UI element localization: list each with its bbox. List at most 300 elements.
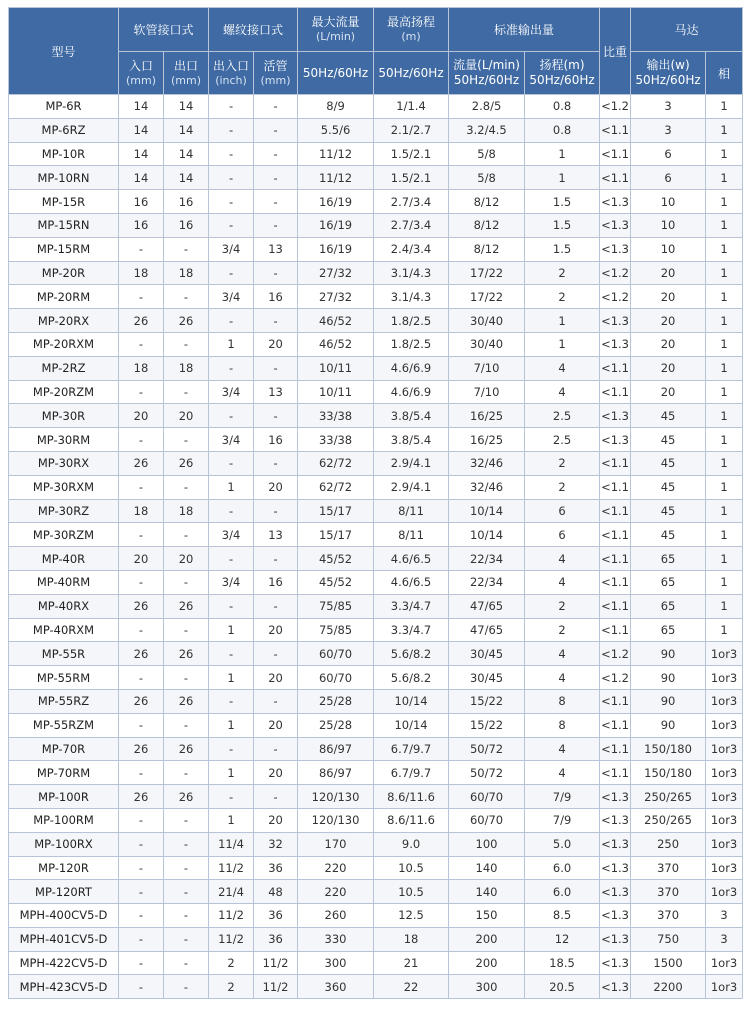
- cell-std-head: 2: [525, 261, 600, 285]
- cell-motor-phase: 3: [706, 927, 743, 951]
- cell-model: MP-15R: [9, 190, 119, 214]
- cell-model: MPH-400CV5-D: [9, 904, 119, 928]
- cell-model: MP-100RM: [9, 808, 119, 832]
- cell-std-flow: 22/34: [449, 547, 525, 571]
- cell-thread-inout: 11/2: [209, 927, 254, 951]
- cell-hose-inlet: -: [119, 380, 164, 404]
- cell-std-head: 4: [525, 737, 600, 761]
- cell-motor-phase: 1or3: [706, 951, 743, 975]
- cell-thread-union: -: [254, 689, 298, 713]
- cell-motor-phase: 1: [706, 332, 743, 356]
- header-model: 型号: [9, 8, 119, 95]
- cell-model: MP-55RZM: [9, 713, 119, 737]
- header-motor: 马达: [631, 8, 743, 52]
- cell-thread-union: -: [254, 309, 298, 333]
- cell-motor-power: 20: [631, 356, 706, 380]
- cell-thread-inout: -: [209, 642, 254, 666]
- cell-std-head: 8.5: [525, 904, 600, 928]
- cell-thread-union: -: [254, 499, 298, 523]
- max-head-label: 最高扬程: [387, 15, 436, 29]
- cell-motor-power: 750: [631, 927, 706, 951]
- cell-std-head: 7/9: [525, 785, 600, 809]
- cell-model: MP-6RZ: [9, 118, 119, 142]
- cell-std-flow: 3.2/4.5: [449, 118, 525, 142]
- cell-model: MP-2RZ: [9, 356, 119, 380]
- cell-hose-inlet: 18: [119, 499, 164, 523]
- cell-hose-inlet: 20: [119, 547, 164, 571]
- header-max-head: [374, 8, 449, 52]
- cell-max-head: 3.1/4.3: [374, 261, 449, 285]
- cell-thread-union: 36: [254, 904, 298, 928]
- thread-inout-label: 出入口: [213, 58, 250, 73]
- table-row: [9, 904, 743, 928]
- cell-hose-inlet: 26: [119, 737, 164, 761]
- cell-std-flow: 50/72: [449, 761, 525, 785]
- cell-hose-inlet: 16: [119, 190, 164, 214]
- cell-model: MP-40RM: [9, 570, 119, 594]
- cell-std-flow: 32/46: [449, 451, 525, 475]
- cell-max-flow: 10/11: [298, 356, 374, 380]
- cell-hose-outlet: 16: [164, 213, 209, 237]
- cell-thread-union: 20: [254, 666, 298, 690]
- cell-model: MP-120R: [9, 856, 119, 880]
- cell-thread-union: 20: [254, 332, 298, 356]
- cell-hose-outlet: 26: [164, 737, 209, 761]
- cell-std-head: 6: [525, 523, 600, 547]
- cell-thread-inout: 1: [209, 761, 254, 785]
- cell-model: MP-30R: [9, 404, 119, 428]
- cell-motor-power: 3: [631, 118, 706, 142]
- cell-hose-outlet: 18: [164, 261, 209, 285]
- cell-hose-inlet: 14: [119, 118, 164, 142]
- cell-specific-gravity: <1.1: [600, 547, 631, 571]
- cell-thread-union: -: [254, 166, 298, 190]
- cell-thread-union: 20: [254, 475, 298, 499]
- cell-max-head: 18: [374, 927, 449, 951]
- cell-std-head: 0.8: [525, 118, 600, 142]
- cell-specific-gravity: <1.1: [600, 356, 631, 380]
- cell-specific-gravity: <1.3: [600, 332, 631, 356]
- cell-std-head: 4: [525, 356, 600, 380]
- cell-hose-outlet: -: [164, 713, 209, 737]
- cell-std-flow: 17/22: [449, 285, 525, 309]
- cell-hose-outlet: -: [164, 832, 209, 856]
- motor-power-label: 输出(w): [646, 58, 690, 72]
- cell-max-flow: 45/52: [298, 570, 374, 594]
- cell-max-head: 2.1/2.7: [374, 118, 449, 142]
- cell-max-head: 3.3/4.7: [374, 594, 449, 618]
- cell-motor-power: 2200: [631, 975, 706, 999]
- cell-motor-phase: 1or3: [706, 761, 743, 785]
- cell-std-flow: 8/12: [449, 213, 525, 237]
- cell-model: MP-10R: [9, 142, 119, 166]
- cell-motor-phase: 1or3: [706, 856, 743, 880]
- cell-std-head: 2.5: [525, 428, 600, 452]
- cell-max-head: 2.9/4.1: [374, 475, 449, 499]
- cell-motor-phase: 1or3: [706, 808, 743, 832]
- cell-model: MP-6R: [9, 95, 119, 119]
- cell-specific-gravity: <1.3: [600, 951, 631, 975]
- cell-hose-inlet: -: [119, 666, 164, 690]
- cell-thread-union: 20: [254, 713, 298, 737]
- cell-specific-gravity: <1.2: [600, 285, 631, 309]
- cell-thread-union: 20: [254, 808, 298, 832]
- cell-motor-power: 65: [631, 547, 706, 571]
- cell-std-head: 8: [525, 689, 600, 713]
- cell-hose-outlet: 26: [164, 309, 209, 333]
- cell-model: MP-15RN: [9, 213, 119, 237]
- table-row: [9, 689, 743, 713]
- cell-motor-power: 150/180: [631, 761, 706, 785]
- max-head-unit: (m): [401, 30, 421, 43]
- cell-std-head: 12: [525, 927, 600, 951]
- cell-motor-power: 20: [631, 309, 706, 333]
- cell-hose-outlet: 14: [164, 118, 209, 142]
- table-row: [9, 499, 743, 523]
- cell-motor-phase: 1or3: [706, 666, 743, 690]
- cell-thread-inout: 2: [209, 951, 254, 975]
- cell-std-head: 1.5: [525, 237, 600, 261]
- cell-hose-outlet: 14: [164, 166, 209, 190]
- pump-spec-table: [8, 7, 743, 999]
- table-row: [9, 166, 743, 190]
- cell-hose-outlet: -: [164, 285, 209, 309]
- cell-motor-power: 250/265: [631, 808, 706, 832]
- cell-max-head: 4.6/6.5: [374, 547, 449, 571]
- cell-hose-outlet: 16: [164, 190, 209, 214]
- cell-motor-phase: 1: [706, 190, 743, 214]
- table-row: [9, 666, 743, 690]
- table-row: [9, 737, 743, 761]
- cell-hose-outlet: 26: [164, 785, 209, 809]
- cell-std-flow: 140: [449, 856, 525, 880]
- cell-thread-union: 20: [254, 761, 298, 785]
- max-flow-label: 最大流量: [311, 15, 360, 29]
- table-row: [9, 523, 743, 547]
- cell-max-flow: 11/12: [298, 142, 374, 166]
- cell-specific-gravity: <1.1: [600, 451, 631, 475]
- cell-std-flow: 30/45: [449, 642, 525, 666]
- cell-hose-inlet: 18: [119, 356, 164, 380]
- cell-std-flow: 60/70: [449, 785, 525, 809]
- cell-hose-outlet: -: [164, 975, 209, 999]
- cell-thread-inout: 1: [209, 713, 254, 737]
- table-row: [9, 975, 743, 999]
- cell-specific-gravity: <1.2: [600, 95, 631, 119]
- cell-hose-outlet: -: [164, 880, 209, 904]
- header-hose-connection: 软管接口式: [119, 8, 209, 52]
- cell-std-head: 4: [525, 380, 600, 404]
- cell-thread-union: -: [254, 213, 298, 237]
- cell-thread-inout: -: [209, 95, 254, 119]
- cell-motor-phase: 1or3: [706, 737, 743, 761]
- cell-thread-inout: -: [209, 118, 254, 142]
- cell-max-flow: 27/32: [298, 261, 374, 285]
- cell-std-head: 1: [525, 309, 600, 333]
- cell-max-head: 10.5: [374, 856, 449, 880]
- table-row: [9, 570, 743, 594]
- cell-hose-inlet: -: [119, 951, 164, 975]
- table-row: [9, 404, 743, 428]
- cell-motor-phase: 1: [706, 261, 743, 285]
- hose-inlet-label: 入口: [128, 58, 153, 73]
- cell-hose-inlet: 14: [119, 95, 164, 119]
- cell-std-head: 1: [525, 166, 600, 190]
- cell-motor-power: 6: [631, 142, 706, 166]
- cell-max-head: 4.6/6.9: [374, 380, 449, 404]
- hose-outlet-unit: (mm): [171, 73, 202, 87]
- cell-motor-power: 65: [631, 618, 706, 642]
- cell-thread-inout: 3/4: [209, 380, 254, 404]
- cell-motor-power: 370: [631, 904, 706, 928]
- cell-model: MP-40RX: [9, 594, 119, 618]
- cell-std-head: 1.5: [525, 190, 600, 214]
- header-max-flow: [298, 8, 374, 52]
- std-head-label: 扬程(m): [539, 58, 585, 72]
- cell-specific-gravity: <1.1: [600, 761, 631, 785]
- cell-motor-phase: 1: [706, 428, 743, 452]
- cell-std-flow: 140: [449, 880, 525, 904]
- cell-motor-phase: 1: [706, 451, 743, 475]
- cell-max-flow: 220: [298, 880, 374, 904]
- cell-max-head: 1.8/2.5: [374, 309, 449, 333]
- cell-hose-inlet: -: [119, 523, 164, 547]
- cell-hose-inlet: -: [119, 713, 164, 737]
- cell-specific-gravity: <1.3: [600, 237, 631, 261]
- cell-model: MP-55R: [9, 642, 119, 666]
- cell-thread-union: 16: [254, 428, 298, 452]
- cell-hose-inlet: -: [119, 808, 164, 832]
- cell-model: MP-20RZM: [9, 380, 119, 404]
- cell-thread-inout: 1: [209, 475, 254, 499]
- cell-max-flow: 360: [298, 975, 374, 999]
- cell-std-flow: 60/70: [449, 808, 525, 832]
- header-max-flow-hz: 50Hz/60Hz: [298, 52, 374, 95]
- cell-motor-power: 10: [631, 190, 706, 214]
- table-row: [9, 380, 743, 404]
- cell-motor-phase: 3: [706, 904, 743, 928]
- cell-motor-power: 150/180: [631, 737, 706, 761]
- cell-thread-union: -: [254, 547, 298, 571]
- std-flow-hz: 50Hz/60Hz: [453, 73, 520, 87]
- cell-hose-inlet: -: [119, 570, 164, 594]
- cell-max-head: 6.7/9.7: [374, 737, 449, 761]
- cell-max-head: 4.6/6.5: [374, 570, 449, 594]
- cell-hose-outlet: 18: [164, 356, 209, 380]
- cell-model: MP-30RM: [9, 428, 119, 452]
- cell-model: MP-40R: [9, 547, 119, 571]
- cell-thread-union: -: [254, 356, 298, 380]
- cell-std-flow: 47/65: [449, 618, 525, 642]
- cell-model: MP-20RXM: [9, 332, 119, 356]
- cell-specific-gravity: <1.3: [600, 785, 631, 809]
- cell-model: MP-70R: [9, 737, 119, 761]
- cell-thread-union: -: [254, 142, 298, 166]
- cell-motor-power: 250/265: [631, 785, 706, 809]
- std-flow-label: 流量(L/min): [453, 58, 520, 72]
- cell-motor-phase: 1or3: [706, 689, 743, 713]
- cell-motor-power: 45: [631, 523, 706, 547]
- cell-motor-phase: 1: [706, 285, 743, 309]
- cell-specific-gravity: <1.3: [600, 927, 631, 951]
- cell-specific-gravity: <1.1: [600, 142, 631, 166]
- cell-model: MP-55RZ: [9, 689, 119, 713]
- cell-std-head: 4: [525, 570, 600, 594]
- cell-model: MP-15RM: [9, 237, 119, 261]
- cell-max-head: 1.8/2.5: [374, 332, 449, 356]
- cell-max-flow: 120/130: [298, 808, 374, 832]
- cell-std-flow: 10/14: [449, 499, 525, 523]
- cell-thread-union: -: [254, 118, 298, 142]
- cell-thread-inout: -: [209, 499, 254, 523]
- cell-thread-inout: -: [209, 785, 254, 809]
- cell-model: MP-100RX: [9, 832, 119, 856]
- cell-thread-union: -: [254, 261, 298, 285]
- cell-max-head: 3.8/5.4: [374, 428, 449, 452]
- table-row: [9, 95, 743, 119]
- cell-motor-phase: 1: [706, 95, 743, 119]
- cell-hose-inlet: 26: [119, 451, 164, 475]
- cell-max-flow: 25/28: [298, 689, 374, 713]
- cell-hose-inlet: -: [119, 856, 164, 880]
- cell-thread-inout: -: [209, 737, 254, 761]
- cell-hose-outlet: 20: [164, 404, 209, 428]
- cell-motor-power: 90: [631, 642, 706, 666]
- cell-model: MP-120RT: [9, 880, 119, 904]
- cell-specific-gravity: <1.3: [600, 808, 631, 832]
- cell-max-head: 21: [374, 951, 449, 975]
- cell-motor-phase: 1: [706, 570, 743, 594]
- cell-max-head: 22: [374, 975, 449, 999]
- cell-motor-phase: 1: [706, 356, 743, 380]
- table-row: [9, 880, 743, 904]
- table-row: [9, 856, 743, 880]
- cell-specific-gravity: <1.1: [600, 523, 631, 547]
- cell-model: MPH-423CV5-D: [9, 975, 119, 999]
- cell-specific-gravity: <1.3: [600, 428, 631, 452]
- cell-std-head: 5.0: [525, 832, 600, 856]
- cell-thread-union: 20: [254, 618, 298, 642]
- cell-max-head: 6.7/9.7: [374, 761, 449, 785]
- cell-max-flow: 86/97: [298, 737, 374, 761]
- cell-motor-power: 10: [631, 213, 706, 237]
- cell-max-head: 8/11: [374, 499, 449, 523]
- cell-hose-outlet: -: [164, 475, 209, 499]
- cell-model: MP-55RM: [9, 666, 119, 690]
- cell-std-head: 2: [525, 285, 600, 309]
- cell-max-flow: 60/70: [298, 666, 374, 690]
- cell-hose-outlet: -: [164, 332, 209, 356]
- cell-specific-gravity: <1.1: [600, 475, 631, 499]
- cell-hose-outlet: 26: [164, 594, 209, 618]
- cell-std-head: 2: [525, 475, 600, 499]
- cell-specific-gravity: <1.1: [600, 570, 631, 594]
- cell-model: MP-20R: [9, 261, 119, 285]
- cell-std-head: 2.5: [525, 404, 600, 428]
- cell-hose-inlet: -: [119, 285, 164, 309]
- cell-hose-inlet: -: [119, 618, 164, 642]
- cell-std-flow: 15/22: [449, 713, 525, 737]
- cell-std-head: 6.0: [525, 856, 600, 880]
- cell-model: MP-30RZ: [9, 499, 119, 523]
- max-flow-unit: (L/min): [315, 30, 356, 43]
- cell-std-flow: 16/25: [449, 404, 525, 428]
- cell-hose-inlet: 26: [119, 594, 164, 618]
- cell-motor-power: 45: [631, 451, 706, 475]
- cell-hose-inlet: 18: [119, 261, 164, 285]
- cell-thread-inout: -: [209, 213, 254, 237]
- table-row: [9, 594, 743, 618]
- cell-max-flow: 300: [298, 951, 374, 975]
- cell-specific-gravity: <1.1: [600, 380, 631, 404]
- cell-std-flow: 150: [449, 904, 525, 928]
- cell-specific-gravity: <1.1: [600, 594, 631, 618]
- cell-max-flow: 15/17: [298, 499, 374, 523]
- cell-motor-power: 90: [631, 689, 706, 713]
- cell-std-flow: 7/10: [449, 380, 525, 404]
- cell-thread-union: 13: [254, 380, 298, 404]
- cell-motor-power: 45: [631, 404, 706, 428]
- table-body: [9, 95, 743, 999]
- cell-motor-phase: 1: [706, 237, 743, 261]
- cell-std-flow: 7/10: [449, 356, 525, 380]
- cell-hose-outlet: -: [164, 666, 209, 690]
- cell-motor-power: 10: [631, 237, 706, 261]
- cell-hose-outlet: -: [164, 904, 209, 928]
- cell-max-flow: 16/19: [298, 213, 374, 237]
- cell-max-head: 10/14: [374, 689, 449, 713]
- cell-max-flow: 62/72: [298, 475, 374, 499]
- header-thread-union: [254, 52, 298, 95]
- cell-model: MPH-401CV5-D: [9, 927, 119, 951]
- table-row: [9, 547, 743, 571]
- cell-std-flow: 5/8: [449, 142, 525, 166]
- cell-max-head: 5.6/8.2: [374, 642, 449, 666]
- cell-thread-union: 13: [254, 237, 298, 261]
- cell-std-flow: 16/25: [449, 428, 525, 452]
- cell-std-flow: 2.8/5: [449, 95, 525, 119]
- header-hose-inlet: [119, 52, 164, 95]
- cell-std-flow: 8/12: [449, 190, 525, 214]
- cell-std-head: 4: [525, 547, 600, 571]
- cell-motor-power: 370: [631, 880, 706, 904]
- cell-max-flow: 25/28: [298, 713, 374, 737]
- table-row: [9, 642, 743, 666]
- cell-motor-power: 20: [631, 380, 706, 404]
- cell-max-head: 4.6/6.9: [374, 356, 449, 380]
- cell-thread-union: 16: [254, 570, 298, 594]
- cell-std-flow: 15/22: [449, 689, 525, 713]
- cell-max-flow: 220: [298, 856, 374, 880]
- cell-model: MP-100R: [9, 785, 119, 809]
- cell-max-head: 8.6/11.6: [374, 808, 449, 832]
- cell-thread-union: 16: [254, 285, 298, 309]
- cell-model: MP-30RX: [9, 451, 119, 475]
- cell-thread-inout: 3/4: [209, 523, 254, 547]
- cell-thread-inout: 11/2: [209, 904, 254, 928]
- cell-max-head: 8.6/11.6: [374, 785, 449, 809]
- cell-specific-gravity: <1.1: [600, 689, 631, 713]
- cell-model: MP-20RM: [9, 285, 119, 309]
- table-row: [9, 832, 743, 856]
- table-row: [9, 785, 743, 809]
- cell-hose-inlet: 14: [119, 166, 164, 190]
- cell-max-flow: 170: [298, 832, 374, 856]
- cell-specific-gravity: <1.1: [600, 166, 631, 190]
- cell-hose-outlet: 26: [164, 451, 209, 475]
- table-row: [9, 213, 743, 237]
- cell-hose-inlet: -: [119, 475, 164, 499]
